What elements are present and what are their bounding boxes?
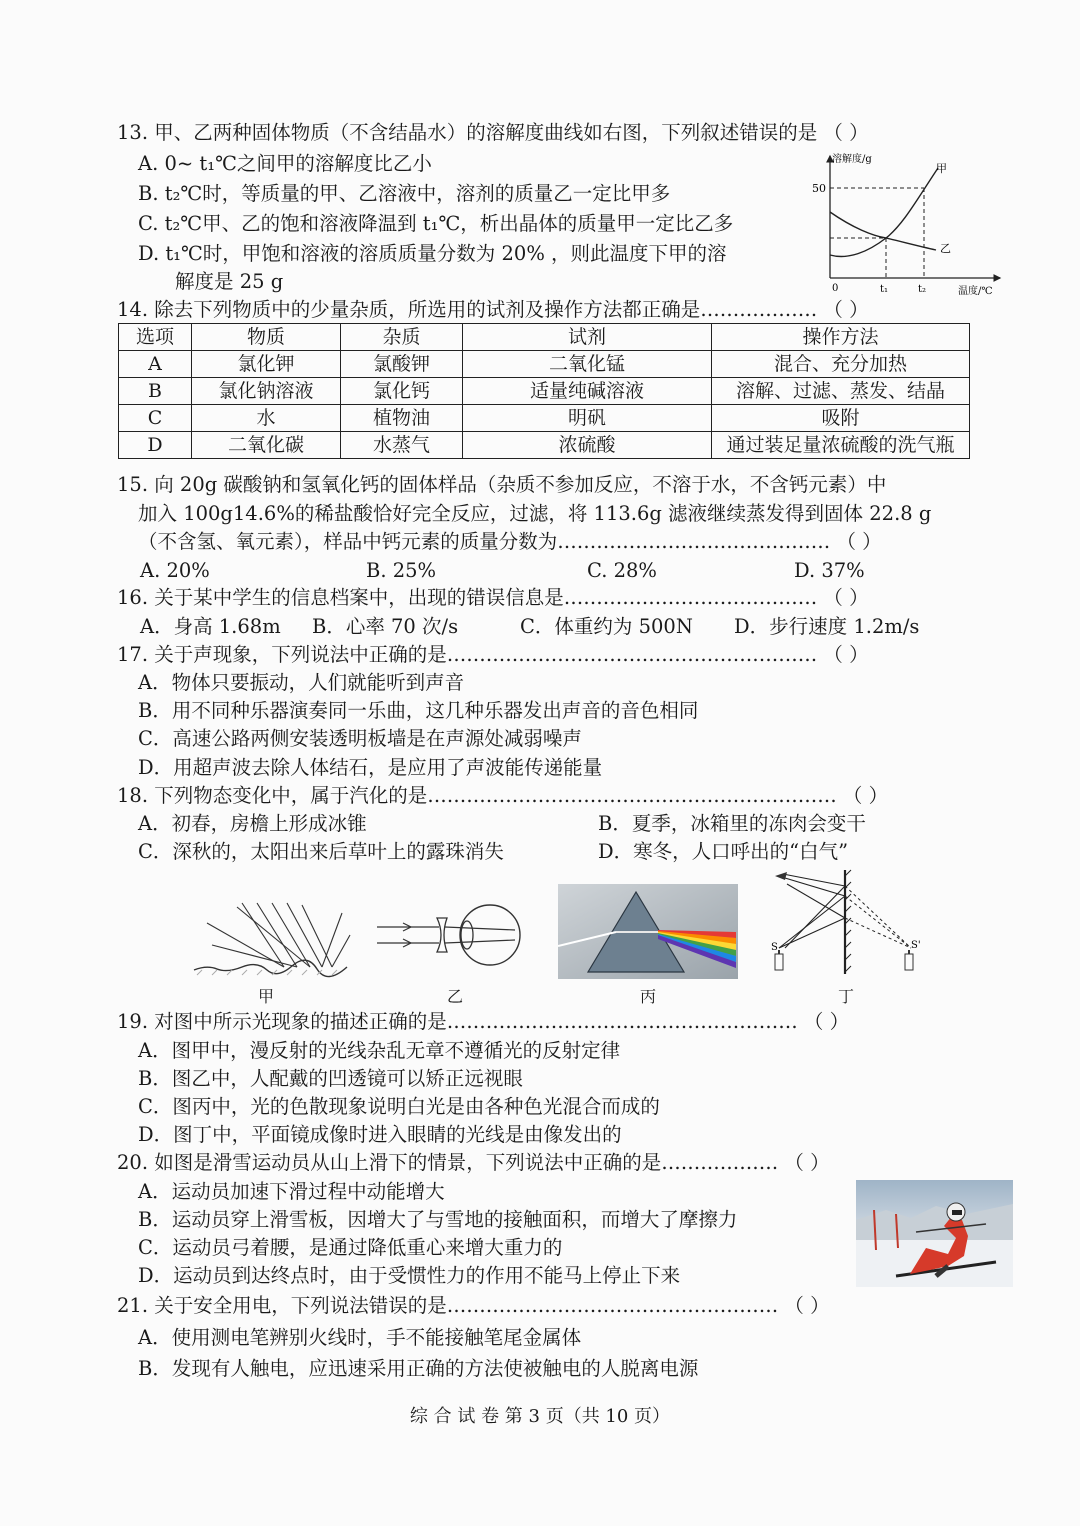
- figure-bing-prism: [558, 884, 738, 979]
- q19-option-a: A．图甲中，漫反射的光线杂乱无章不遵循光的反射定律: [138, 1039, 621, 1062]
- x-tick-t2: t₂: [918, 284, 927, 295]
- y-axis-label: 溶解度/g: [832, 154, 872, 165]
- table-row: [119, 378, 970, 405]
- table-row: [119, 405, 970, 432]
- table-cell: 混合、充分加热: [712, 351, 970, 378]
- table-cell: 水: [192, 405, 341, 432]
- q17-option-b: B．用不同种乐器演奏同一乐曲，这几种乐器发出声音的音色相同: [138, 699, 699, 722]
- q15-option-a: A. 20%: [140, 559, 210, 582]
- solubility-graph: [808, 150, 1008, 300]
- figure-yi-label: 乙: [447, 987, 464, 1006]
- figure-ding-label: 丁: [838, 987, 855, 1006]
- q19-option-d: D．图丁中，平面镜成像时进入眼睛的光线是由像发出的: [138, 1123, 622, 1146]
- curve-jia: [830, 168, 938, 256]
- table-cell: 吸附: [712, 405, 970, 432]
- table-cell: 氯化钾: [192, 351, 341, 378]
- table-cell: 浓硫酸: [463, 432, 712, 459]
- q15-stem-1: 15. 向 20g 碳酸钠和氢氧化钙的固体样品（杂质不参加反应，不溶于水，不含钙元素）中: [117, 473, 887, 496]
- table-cell: 明矾: [463, 405, 712, 432]
- q13-option-d: D. t₁℃时，甲饱和溶液的溶质质量分数为 20% ，则此温度下甲的溶: [138, 242, 727, 265]
- table-header-cell: 杂质: [341, 324, 463, 351]
- table-cell: 植物油: [341, 405, 463, 432]
- q18-option-c: C．深秋的，太阳出来后草叶上的露珠消失: [138, 840, 504, 863]
- table-cell: D: [119, 432, 192, 459]
- q14-stem: 14. 除去下列物质中的少量杂质，所选用的试剂及操作方法都正确是……………… （ ）: [117, 298, 869, 321]
- table-cell: 二氧化碳: [192, 432, 341, 459]
- q18-stem: 18. 下列物态变化中，属于汽化的是……………………………………………………… （ ）: [117, 784, 889, 807]
- q20-stem: 20. 如图是滑雪运动员从山上滑下的情景，下列说法中正确的是……………… （ ）: [117, 1151, 830, 1174]
- curve-jia-label: 甲: [936, 162, 947, 175]
- table-cell: 氯化钠溶液: [192, 378, 341, 405]
- table-cell: 氯酸钾: [341, 351, 463, 378]
- curve-yi: [830, 212, 936, 250]
- table-header-cell: 操作方法: [712, 324, 970, 351]
- q14-table: [118, 323, 970, 459]
- q19-option-c: C．图丙中，光的色散现象说明白光是由各种色光混合而成的: [138, 1095, 660, 1118]
- x-tick-t1: t₁: [880, 284, 889, 295]
- q21-stem: 21. 关于安全用电，下列说法错误的是…………………………………………… （ ）: [117, 1294, 830, 1317]
- q16-option-a: A．身高 1.68m: [140, 615, 281, 638]
- q20-option-b: B．运动员穿上滑雪板，因增大了与雪地的接触面积，而增大了摩擦力: [138, 1208, 738, 1231]
- skier-photo: [856, 1180, 1013, 1287]
- table-cell: 适量纯碱溶液: [463, 378, 712, 405]
- q15-option-b: B. 25%: [366, 559, 437, 582]
- q15-option-d: D. 37%: [794, 559, 865, 582]
- y-tick-50: 50: [812, 182, 826, 195]
- q13-stem: 13. 甲、乙两种固体物质（不含结晶水）的溶解度曲线如右图，下列叙述错误的是 （ ）: [117, 121, 869, 144]
- q21-option-b: B．发现有人触电，应迅速采用正确的方法使被触电的人脱离电源: [138, 1357, 699, 1380]
- table-header-cell: 选项: [119, 324, 192, 351]
- q18-option-a: A．初春，房檐上形成冰锥: [138, 812, 367, 835]
- q16-option-d: D．步行速度 1.2m/s: [734, 615, 920, 638]
- image-s-prime-label: S': [911, 940, 921, 951]
- table-row: [119, 432, 970, 459]
- page-footer: 综 合 试 卷 第 3 页（共 10 页）: [409, 1406, 671, 1427]
- q16-option-b: B．心率 70 次/s: [312, 615, 459, 638]
- q13-option-a: A. 0~ t₁℃之间甲的溶解度比乙小: [138, 152, 432, 175]
- x-axis-label: 温度/℃: [958, 286, 993, 297]
- table-header-cell: 物质: [192, 324, 341, 351]
- q15-option-c: C. 28%: [587, 559, 657, 582]
- figure-bing-label: 丙: [640, 987, 657, 1006]
- q16-stem: 16. 关于某中学生的信息档案中，出现的错误信息是………………………………… （ ）: [117, 586, 869, 609]
- q16-option-c: C．体重约为 500N: [520, 615, 693, 638]
- table-cell: 二氧化锰: [463, 351, 712, 378]
- figure-yi-eye-lens: [375, 900, 535, 970]
- q13-option-c: C. t₂℃甲、乙的饱和溶液降温到 t₁℃，析出晶体的质量甲一定比乙多: [138, 212, 734, 235]
- table-cell: 氯化钙: [341, 378, 463, 405]
- table-header-row: [119, 324, 970, 351]
- origin-label: 0: [832, 283, 839, 294]
- table-cell: C: [119, 405, 192, 432]
- curve-yi-label: 乙: [940, 242, 951, 255]
- q20-option-d: D．运动员到达终点时，由于受惯性力的作用不能马上停止下来: [138, 1264, 681, 1287]
- source-s-label: S: [771, 942, 778, 953]
- q20-option-a: A．运动员加速下滑过程中动能增大: [138, 1180, 445, 1203]
- q13-option-b: B. t₂℃时，等质量的甲、乙溶液中，溶剂的质量乙一定比甲多: [138, 182, 671, 205]
- q18-option-b: B．夏季，冰箱里的冻肉会变干: [598, 812, 866, 835]
- table-cell: 水蒸气: [341, 432, 463, 459]
- q17-option-a: A．物体只要振动，人们就能听到声音: [138, 671, 465, 694]
- q15-stem-2: 加入 100g14.6%的稀盐酸恰好完全反应，过滤，将 113.6g 滤液继续蒸发得到固体 22.8 g: [138, 502, 932, 525]
- figure-ding-plane-mirror: [765, 866, 930, 978]
- q21-option-a: A．使用测电笔辨别火线时，手不能接触笔尾金属体: [138, 1326, 582, 1349]
- q20-option-c: C．运动员弓着腰，是通过降低重心来增大重力的: [138, 1236, 563, 1259]
- q15-stem-3: （不含氢、氧元素），样品中钙元素的质量分数为…………………………………… （ ）: [138, 530, 882, 553]
- q17-option-c: C．高速公路两侧安装透明板墙是在声源处减弱噪声: [138, 727, 582, 750]
- table-row: [119, 351, 970, 378]
- q18-option-d: D．寒冬，人口呼出的“白气”: [598, 840, 849, 863]
- table-header-cell: 试剂: [463, 324, 712, 351]
- q19-option-b: B．图乙中，人配戴的凹透镜可以矫正远视眼: [138, 1067, 523, 1090]
- table-cell: B: [119, 378, 192, 405]
- q19-stem: 19. 对图中所示光现象的描述正确的是……………………………………………… （ ）: [117, 1010, 850, 1033]
- figure-jia-label: 甲: [258, 987, 275, 1006]
- q17-stem: 17. 关于声现象，下列说法中正确的是………………………………………………… （ ）: [117, 643, 869, 666]
- figure-jia-diffuse-reflection: [192, 895, 352, 980]
- table-cell: 溶解、过滤、蒸发、结晶: [712, 378, 970, 405]
- table-cell: A: [119, 351, 192, 378]
- q13-option-d-cont: 解度是 25 g: [175, 270, 284, 293]
- q17-option-d: D．用超声波去除人体结石，是应用了声波能传递能量: [138, 756, 603, 779]
- table-cell: 通过装足量浓硫酸的洗气瓶: [712, 432, 970, 459]
